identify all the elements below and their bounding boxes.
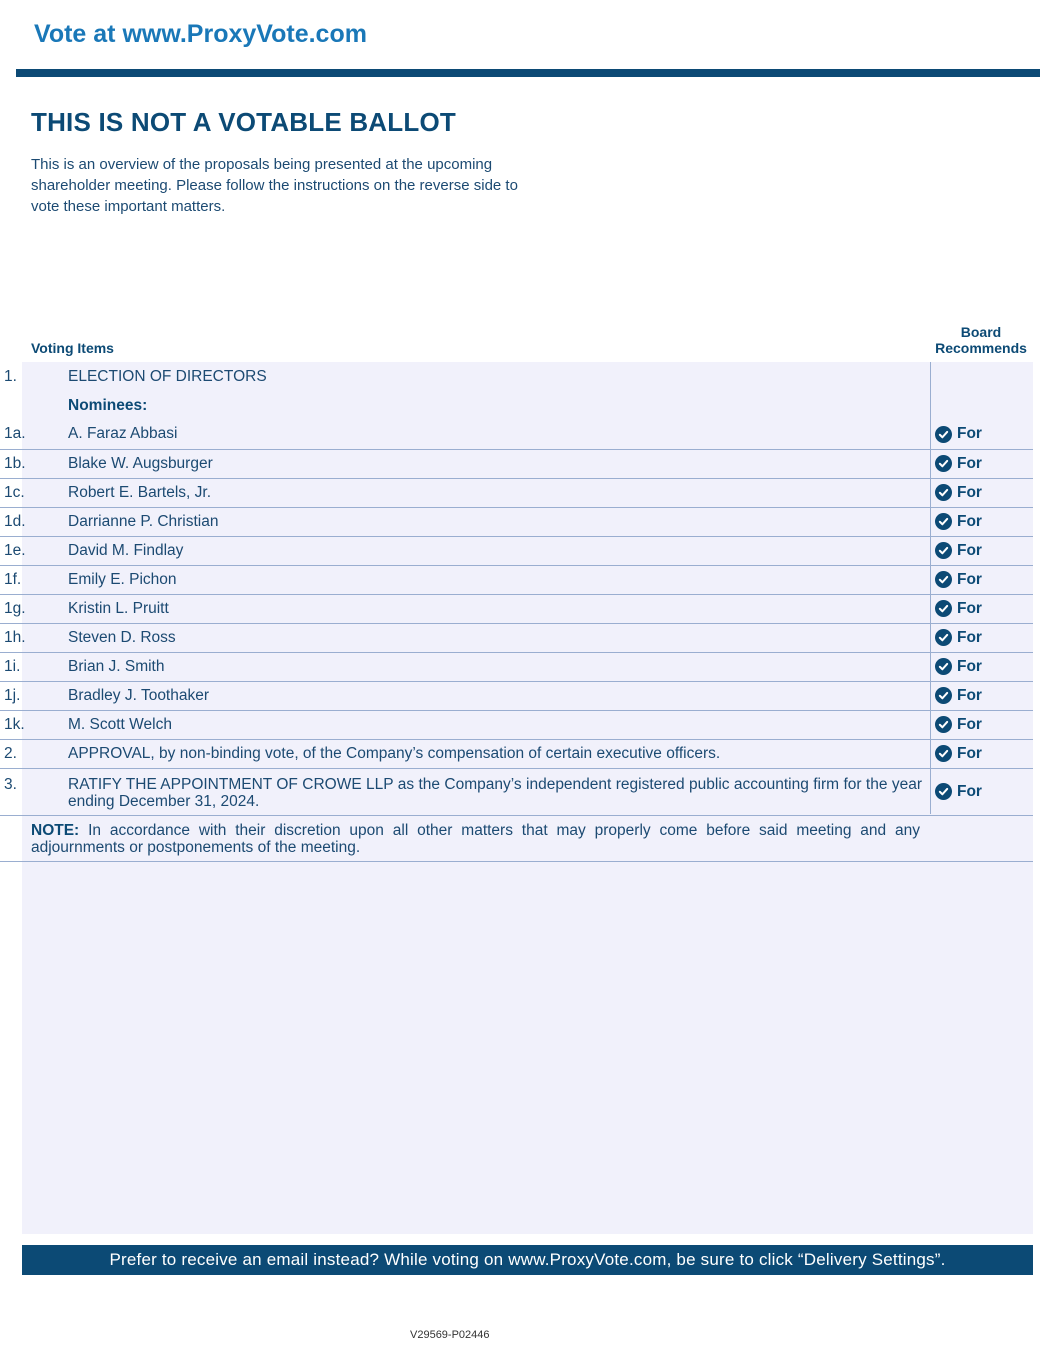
header-proxyvote-link[interactable]: Vote at www.ProxyVote.com xyxy=(34,20,367,48)
nominee-row xyxy=(0,507,1033,536)
check-circle-icon xyxy=(935,658,952,675)
recommendation-label: For xyxy=(957,657,982,675)
item-number: 1d. xyxy=(0,507,68,536)
nominee-name: Robert E. Bartels, Jr. xyxy=(68,478,930,507)
nominee-name: M. Scott Welch xyxy=(68,710,930,739)
recommendation xyxy=(930,513,1033,531)
item-number: 1h. xyxy=(0,623,68,652)
nominee-name: Brian J. Smith xyxy=(68,652,930,681)
item-number: 1e. xyxy=(0,536,68,565)
nominee-row xyxy=(0,681,1033,710)
intro-text: This is an overview of the proposals being presented at the upcoming shareholder meeting. Please follow the instructions on the reverse side to vote these important matters. xyxy=(31,156,518,215)
recommendation-label: For xyxy=(957,570,982,588)
item-number: 1a. xyxy=(0,420,68,449)
nominee-row xyxy=(0,623,1033,652)
banner-text: Prefer to receive an email instead? While voting on www.ProxyVote.com, be sure to click “Delivery Settings”. xyxy=(109,1250,946,1269)
recommendation-label: For xyxy=(957,483,982,501)
item-number: 1i. xyxy=(0,652,68,681)
recommendation xyxy=(930,571,1033,589)
nominee-name: Bradley J. Toothaker xyxy=(68,681,930,710)
item-number: 1k. xyxy=(0,710,68,739)
recommendation xyxy=(930,783,1033,801)
check-circle-icon xyxy=(935,783,952,800)
voting-items-table xyxy=(0,362,1033,862)
recommendation-label: For xyxy=(957,628,982,646)
note-body: In accordance with their discretion upon all other matters that may properly come before said meeting and any adjournments or postponements of the meeting. xyxy=(31,821,921,856)
recommendation xyxy=(930,484,1033,502)
check-circle-icon xyxy=(935,426,952,443)
nominee-row xyxy=(0,652,1033,681)
item-number: 1j. xyxy=(0,681,68,710)
check-circle-icon xyxy=(935,571,952,588)
recommendation-label: For xyxy=(957,715,982,733)
recommendation-label: For xyxy=(957,686,982,704)
item-number: 1g. xyxy=(0,594,68,623)
nominee-name: Emily E. Pichon xyxy=(68,565,930,594)
note-label: NOTE: xyxy=(31,821,80,839)
recommendation xyxy=(930,745,1033,763)
recommendation-label: For xyxy=(957,425,982,443)
item-number: 1b. xyxy=(0,449,68,478)
item-number: 1f. xyxy=(0,565,68,594)
nominee-row xyxy=(0,478,1033,507)
check-circle-icon xyxy=(935,687,952,704)
nominee-name: Blake W. Augsburger xyxy=(68,449,930,478)
check-circle-icon xyxy=(935,484,952,501)
check-circle-icon xyxy=(935,600,952,617)
nominee-row xyxy=(0,536,1033,565)
proposal-row xyxy=(0,362,1033,391)
nominee-row xyxy=(0,420,1033,449)
recommendation xyxy=(930,687,1033,705)
recommendation-label: For xyxy=(957,744,982,762)
nominee-row xyxy=(0,565,1033,594)
proposal-row xyxy=(0,739,1033,768)
recommendation-label: For xyxy=(957,782,982,800)
nominee-row xyxy=(0,594,1033,623)
note-text xyxy=(0,815,930,861)
recommendation xyxy=(930,716,1033,734)
recommendation xyxy=(930,600,1033,618)
check-circle-icon xyxy=(935,513,952,530)
board-recommends-header xyxy=(930,324,1032,356)
recommendation-label: For xyxy=(957,541,982,559)
note-row xyxy=(0,815,1033,861)
item-text: RATIFY THE APPOINTMENT OF CROWE LLP as the Company’s independent registered public accounting firm for the year ending December 31, 2024. xyxy=(68,768,930,815)
check-circle-icon xyxy=(935,629,952,646)
recommendation xyxy=(930,425,1033,443)
nominees-label: Nominees: xyxy=(68,396,148,414)
nominee-name: A. Faraz Abbasi xyxy=(68,420,930,449)
check-circle-icon xyxy=(935,716,952,733)
recommendation-label: For xyxy=(957,599,982,617)
check-circle-icon xyxy=(935,542,952,559)
board-header-line2: Recommends xyxy=(935,340,1027,356)
header-divider xyxy=(16,69,1040,77)
check-circle-icon xyxy=(935,745,952,762)
recommendation-label: For xyxy=(957,454,982,472)
delivery-settings-banner xyxy=(22,1245,1033,1275)
item-number: 1c. xyxy=(0,478,68,507)
voting-items-header: Voting Items xyxy=(31,340,114,356)
nominee-row xyxy=(0,710,1033,739)
item-text: ELECTION OF DIRECTORS xyxy=(68,367,267,385)
recommendation xyxy=(930,455,1033,473)
recommendation xyxy=(930,542,1033,560)
board-header-line1: Board xyxy=(960,324,1002,340)
recommendation xyxy=(930,658,1033,676)
recommendation-label: For xyxy=(957,512,982,530)
nominee-name: Steven D. Ross xyxy=(68,623,930,652)
proposal-row xyxy=(0,768,1033,815)
nominees-heading-row xyxy=(0,391,1033,420)
nominee-name: Kristin L. Pruitt xyxy=(68,594,930,623)
item-text: APPROVAL, by non-binding vote, of the Company’s compensation of certain executive officers. xyxy=(68,739,930,768)
item-number: 1. xyxy=(4,367,17,385)
nominee-name: Darrianne P. Christian xyxy=(68,507,930,536)
recommendation xyxy=(930,629,1033,647)
item-number: 3. xyxy=(0,768,68,815)
page-title: THIS IS NOT A VOTABLE BALLOT xyxy=(31,107,456,137)
item-number: 2. xyxy=(0,739,68,768)
nominee-row xyxy=(0,449,1033,478)
document-code: V29569-P02446 xyxy=(410,1329,490,1341)
check-circle-icon xyxy=(935,455,952,472)
nominee-name: David M. Findlay xyxy=(68,536,930,565)
